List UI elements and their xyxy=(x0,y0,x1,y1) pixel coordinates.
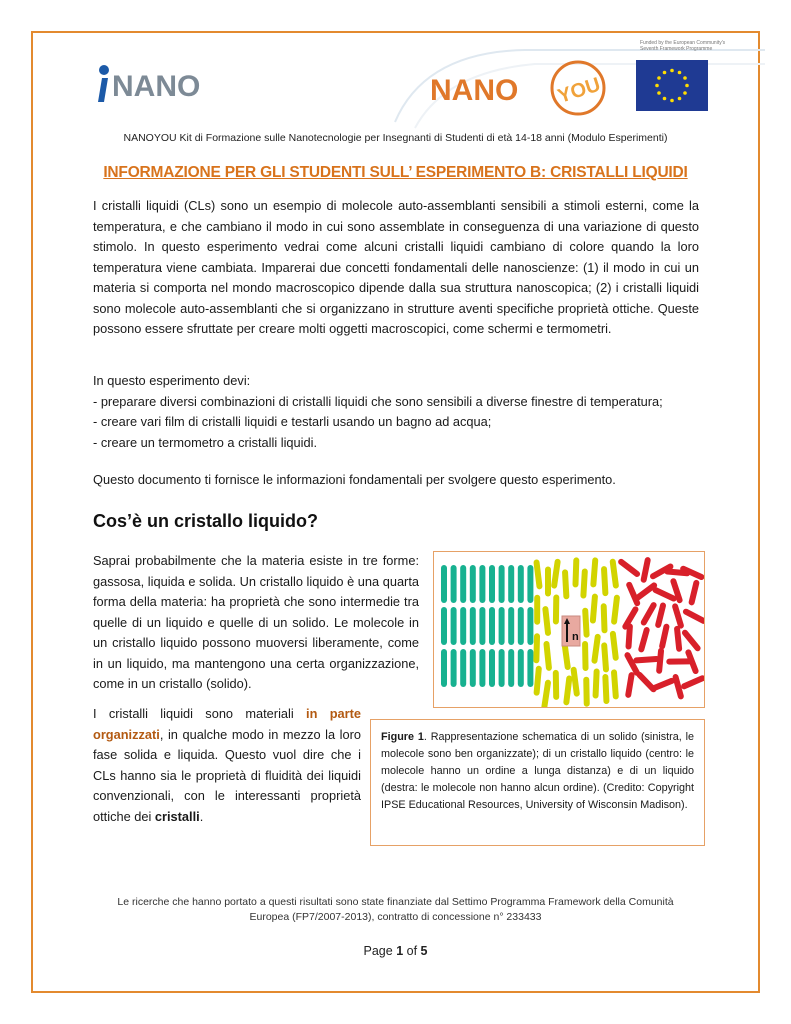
molecule xyxy=(479,607,485,645)
molecule xyxy=(533,559,543,590)
task-item: - creare vari film di cristalli liquidi e testarli usando un bagno ad acqua; xyxy=(93,414,492,429)
molecule xyxy=(640,557,651,584)
molecule xyxy=(601,642,609,672)
molecule xyxy=(572,557,579,587)
molecule xyxy=(499,607,505,645)
molecule xyxy=(582,641,589,671)
molecule xyxy=(470,649,476,687)
svg-text:NANO: NANO xyxy=(430,74,519,107)
molecule xyxy=(489,565,495,603)
molecule xyxy=(545,567,551,597)
molecule xyxy=(659,623,670,650)
molecule xyxy=(518,649,524,687)
molecule xyxy=(533,633,540,663)
molecule xyxy=(489,649,495,687)
molecule xyxy=(681,629,702,653)
para2-text-a: I cristalli liquidi sono materiali xyxy=(93,706,307,721)
task-list xyxy=(93,371,699,453)
svg-text:YOU: YOU xyxy=(555,73,604,108)
intro-paragraph: I cristalli liquidi (CLs) sono un esempio di molecole auto-assemblanti sensibili a stimoli esterni, come la temperatura, e che cambiano il modo in cui sono assemblate in conseguenza di una variazione di questo stimolo. In questo esperimento vedrai come alcuni cristalli liquidi cambiano di colore quando la loro temperatura viene cambiata. Imparerai due concetti fondamentali delle nanoscienze: (1) il modo in cui un materia si comporta nel mondo macroscopico dipende dalla sua struttura nanoscopica; (2) i cristalli liquidi sono molecole auto-assemblanti che si organizzano in strutture aventi specifiche proprietà ottiche. Queste possono essere sfruttate per creare molti oggetti macroscopici, come schermi e termometri. xyxy=(93,198,699,336)
molecule xyxy=(611,594,620,624)
molecule xyxy=(533,665,542,695)
molecule xyxy=(460,565,466,603)
section-title: Cos’è un cristallo liquido? xyxy=(93,511,319,531)
kit-header-line: NANOYOU Kit di Formazione sulle Nanotecnologie per Insegnanti di Studenti di età 14-18 anni (Modulo Esperimenti) xyxy=(123,132,668,144)
molecule xyxy=(590,593,598,623)
molecule xyxy=(441,565,447,603)
figure-caption xyxy=(370,719,705,846)
molecule xyxy=(534,595,540,625)
molecule xyxy=(680,674,704,690)
molecule xyxy=(451,649,457,687)
funding-line-1: Le ricerche che hanno portato a questi risultati sono state finanziate dal Settimo Programma Framework della Comunità xyxy=(117,896,674,908)
section-paragraph-2 xyxy=(93,704,361,827)
molecule xyxy=(582,608,590,638)
document-purpose-line: Questo documento ti fornisce le informazioni fondamentali per svolgere questo esperimento. xyxy=(93,472,616,487)
molecule xyxy=(470,607,476,645)
molecule xyxy=(460,607,466,645)
molecule xyxy=(508,565,514,603)
molecule xyxy=(527,607,533,645)
molecule xyxy=(479,565,485,603)
molecule xyxy=(580,568,588,598)
molecule xyxy=(553,670,560,700)
section-paragraph-1: Saprai probabilmente che la materia esiste in tre forme: gassosa, liquida e solida. Un cristallo liquido è una quarta forma della materia: ha proprietà che sono intermedie tra quelle di un liquido e quelle di un solido. Le molecole in un cristallo liquido possono muoversi liberamente, come in un liquido, ma mantengono una certa organizzazione, come in un cristallo (solido). xyxy=(93,553,419,691)
liquid-molecules xyxy=(617,557,704,700)
molecule xyxy=(610,631,619,661)
molecule xyxy=(489,607,495,645)
para2-highlight: in parte organizzati xyxy=(93,706,361,742)
funding-line-2: Europea (FP7/2007-2013), contratto di concessione n° 233433 xyxy=(249,911,542,923)
molecule xyxy=(451,607,457,645)
molecule xyxy=(638,626,651,653)
molecule xyxy=(460,649,466,687)
molecule xyxy=(563,675,573,706)
molecule xyxy=(674,626,683,652)
molecule xyxy=(518,607,524,645)
molecule xyxy=(441,607,447,645)
molecule xyxy=(441,649,447,687)
molecule xyxy=(617,558,641,579)
molecule xyxy=(518,565,524,603)
page-number xyxy=(40,944,751,958)
eu-caption: Funded by the European Community's Seventh Framework Programme xyxy=(640,40,726,52)
para2-bold: cristalli xyxy=(154,808,200,824)
task-item: - creare un termometro a cristalli liquidi. xyxy=(93,434,318,450)
molecule xyxy=(601,603,608,633)
molecule xyxy=(640,601,658,627)
molecule xyxy=(649,677,675,692)
funding-note xyxy=(40,895,751,925)
molecule-diagram xyxy=(434,552,704,707)
molecule xyxy=(625,672,635,699)
page-prefix: Page xyxy=(363,944,397,958)
molecule xyxy=(671,603,684,630)
molecule xyxy=(591,634,601,665)
molecule xyxy=(590,557,598,587)
molecule xyxy=(542,606,551,636)
molecule xyxy=(633,656,659,664)
eu-flag-icon xyxy=(636,60,708,111)
inano-logo xyxy=(92,58,222,108)
molecule xyxy=(682,608,704,625)
molecule xyxy=(527,649,533,687)
molecule xyxy=(499,649,505,687)
molecule xyxy=(562,569,570,599)
page-total: 5 xyxy=(420,944,428,958)
molecule xyxy=(508,607,514,645)
solid-molecules xyxy=(441,565,533,687)
molecule xyxy=(551,558,561,589)
para2-end: . xyxy=(199,808,204,824)
molecule xyxy=(592,668,599,698)
director-marker xyxy=(562,616,580,646)
molecule xyxy=(508,649,514,687)
molecule xyxy=(688,579,700,606)
para2-text-b: , in qualche modo in mezzo la loro fase solida e liquida. Questo vuol dire che i CLs hanno sia le proprietà di fluidità dei liquidi convenzionali, con le interessanti proprietà ottiche dei xyxy=(93,726,361,824)
page-title: INFORMAZIONE PER GLI STUDENTI SULL’ ESPERIMENTO B: CRISTALLI LIQUIDI xyxy=(103,164,688,181)
molecule xyxy=(656,648,664,674)
task-item: - preparare diversi combinazioni di cristalli liquidi che sono sensibili a diverse finestre di temperatura; xyxy=(93,393,663,409)
molecule xyxy=(602,674,609,704)
task-lead: In questo esperimento devi: xyxy=(93,373,251,388)
nanoyou-logo xyxy=(425,58,625,118)
molecule xyxy=(583,677,590,707)
molecule xyxy=(499,565,505,603)
molecule xyxy=(553,594,559,624)
director-label: n xyxy=(572,631,579,643)
svg-text:NANO: NANO xyxy=(112,70,201,103)
molecule xyxy=(527,565,533,603)
molecule xyxy=(611,669,619,699)
molecule xyxy=(541,679,551,707)
page-current: 1 xyxy=(396,944,404,958)
page-mid: of xyxy=(403,944,421,958)
molecule xyxy=(609,558,619,589)
figure-molecules xyxy=(433,551,705,708)
molecule xyxy=(470,565,476,603)
caption-label: Figure 1 xyxy=(381,731,424,743)
caption-text: . Rappresentazione schematica di un solido (sinistra, le molecole sono ben organizzate); di un cristallo liquido (centro: le molecole hanno un ordine a lunga distanza) e di un liquido (destra: le molecole non hanno alcun ordine). (Credito: Copyright IPSE Educational Resources, University of Wisconsin Madison). xyxy=(381,731,695,811)
molecule xyxy=(543,641,552,671)
molecule xyxy=(601,566,609,596)
molecule xyxy=(479,649,485,687)
molecule xyxy=(451,565,457,603)
